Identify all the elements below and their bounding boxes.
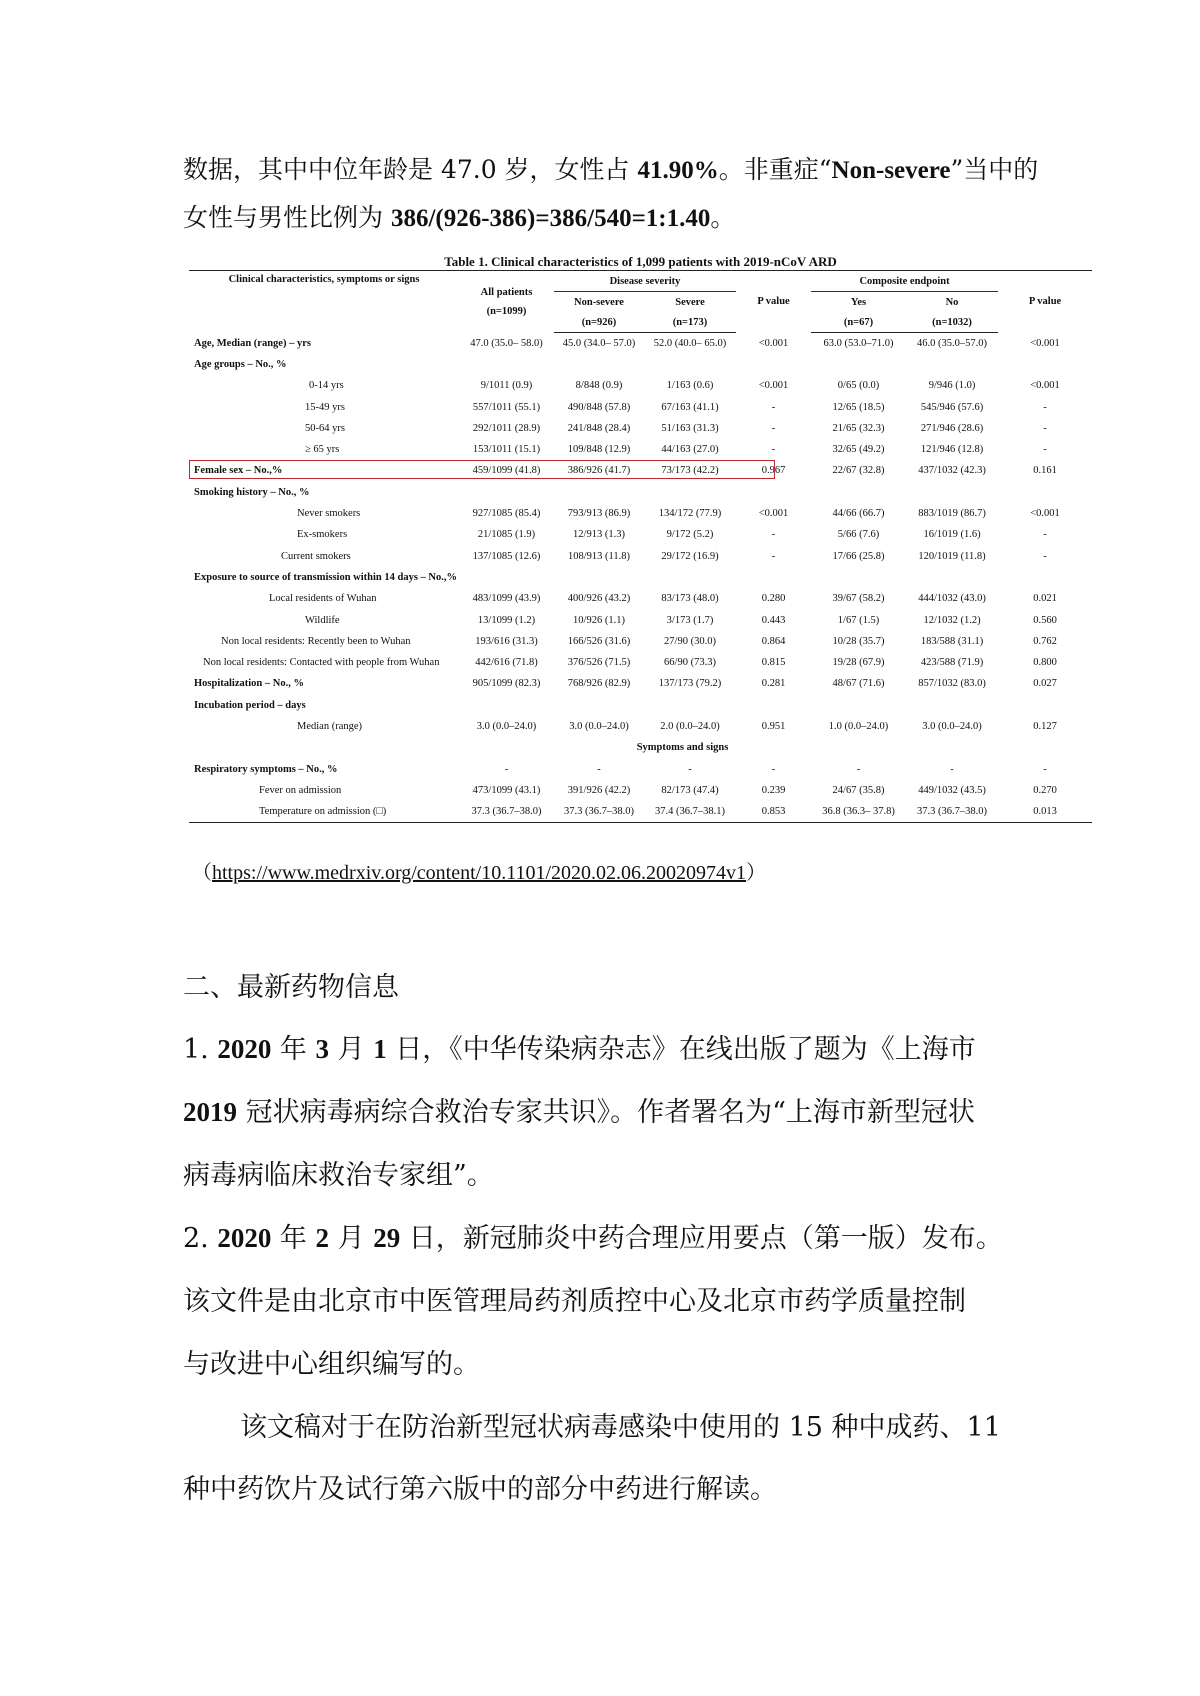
table-row <box>189 567 1092 588</box>
table-cell <box>811 482 906 503</box>
table-cell: 16/1019 (1.6) <box>923 529 981 541</box>
table-cell: 0.560 <box>1033 614 1057 626</box>
table-cell: 927/1085 (85.4) <box>472 508 541 520</box>
table-cell: - <box>856 763 861 775</box>
header-disease-severity: Disease severity <box>554 271 736 292</box>
row-label: 15-49 yrs <box>305 401 345 413</box>
table-cell: 490/848 (57.8) <box>567 401 631 413</box>
table-row <box>189 418 1092 439</box>
table-cell: - <box>1043 401 1047 413</box>
row-label: Local residents of Wuhan <box>269 593 377 605</box>
paragraph-3-line-2: 种中药饮片及试行第六版中的部分中药进行解读。 <box>183 1474 777 1505</box>
table-cell: 12/1032 (1.2) <box>923 614 981 626</box>
table-row <box>189 780 1092 801</box>
item-1-line-2: 2019 冠状病毒病综合救治专家共识》。作者署名为“上海市新型冠状 <box>183 1097 975 1128</box>
table-cell: 24/67 (35.8) <box>832 784 885 796</box>
table-cell: - <box>688 763 692 775</box>
header-composite: Composite endpoint <box>811 271 998 292</box>
table-row <box>189 609 1092 630</box>
table-cell: 0.027 <box>1033 678 1057 690</box>
table-cell: 449/1032 (43.5) <box>918 784 986 796</box>
table-cell: 13/1099 (1.2) <box>477 614 536 626</box>
header-yes-n: (n=67) <box>811 312 906 333</box>
table-cell: 0.021 <box>1033 593 1057 605</box>
table-cell <box>736 354 811 375</box>
header-severe: Severe <box>675 296 705 308</box>
intro-line-1: 数据，其中中位年龄是 47.0 岁，女性占 41.90%。非重症“Non-severe”当中的 <box>183 155 1039 184</box>
table-cell: 3/173 (1.7) <box>666 614 714 626</box>
table-cell: 473/1099 (43.1) <box>472 784 541 796</box>
table-cell <box>998 354 1092 375</box>
item-2-line-1: 2. 2020 年 2 月 29 日，新冠肺炎中药合理应用要点（第一版）发布。 <box>183 1223 1003 1254</box>
table-cell: 17/66 (25.8) <box>832 550 885 562</box>
table-cell: - <box>771 529 776 541</box>
table-cell: 857/1032 (83.0) <box>918 678 986 690</box>
table-cell: 0.161 <box>1033 465 1057 477</box>
header-no-n: (n=1032) <box>906 312 998 333</box>
table-cell: 0.853 <box>736 801 811 822</box>
table-cell: <0.001 <box>1030 508 1060 520</box>
table-cell: - <box>771 422 776 434</box>
table-cell: 483/1099 (43.9) <box>472 593 541 605</box>
row-label: Median (range) <box>297 720 363 732</box>
section-heading: 二、最新药物信息 <box>183 972 399 1003</box>
item-2-line-2: 该文件是由北京市中医管理局药剂质控中心及北京市药学质量控制 <box>183 1286 966 1317</box>
table-cell: <0.001 <box>1030 380 1060 392</box>
table-cell <box>644 567 736 588</box>
table-row <box>189 716 1092 737</box>
table-cell: 45.0 (34.0– 57.0) <box>562 337 636 349</box>
row-label: Incubation period – days <box>194 699 306 711</box>
table-cell: 400/926 (43.2) <box>567 593 631 605</box>
female-sex-highlight-box <box>189 460 775 479</box>
table-cell <box>906 482 998 503</box>
row-label: 50-64 yrs <box>305 422 345 434</box>
table-cell <box>644 482 736 503</box>
paragraph-3-line-1: 该文稿对于在防治新型冠状病毒感染中使用的 15 种中成药、11 <box>240 1412 1001 1443</box>
table-cell <box>736 695 811 716</box>
source-link[interactable]: https://www.medrxiv.org/content/10.1101/2020.02.06.20020974v1 <box>212 862 747 884</box>
table-cell: 121/946 (12.8) <box>920 444 984 456</box>
header-pvalue-1: P value <box>757 296 790 308</box>
table-cell: 12/65 (18.5) <box>832 401 885 413</box>
row-label: 0-14 yrs <box>309 380 344 392</box>
row-label: Never smokers <box>297 508 361 520</box>
table-cell: 0/65 (0.0) <box>837 380 880 392</box>
table-cell: 46.0 (35.0–57.0) <box>917 337 988 349</box>
clinical-table <box>189 254 1092 823</box>
table-row <box>189 545 1092 566</box>
item-1-line-1: 1. 2020 年 3 月 1 日，《中华传染病杂志》在线出版了题为《上海市 <box>183 1034 976 1065</box>
table-cell: 52.0 (40.0– 65.0) <box>653 337 727 349</box>
table-cell: 137/173 (79.2) <box>658 678 722 690</box>
table-cell: 120/1019 (11.8) <box>918 550 986 562</box>
table-cell: 376/526 (71.5) <box>567 657 631 669</box>
table-cell: 1/163 (0.6) <box>666 380 714 392</box>
row-label: Female sex – No.,% <box>194 465 283 477</box>
table-row <box>189 396 1092 417</box>
table-cell: 0.815 <box>761 657 786 669</box>
table-cell <box>906 695 998 716</box>
table-cell <box>811 354 906 375</box>
table-cell: 166/526 (31.6) <box>567 635 631 647</box>
table-cell: 37.4 (36.7–38.1) <box>644 801 736 822</box>
table-row <box>189 695 1092 716</box>
table-cell <box>554 354 644 375</box>
item-1-line-3: 病毒病临床救治专家组”。 <box>183 1160 494 1191</box>
header-pvalue-2: P value <box>1028 296 1062 308</box>
table-row <box>189 737 1092 758</box>
row-label: Temperature on admission (□) <box>189 801 459 822</box>
table-cell: 82/173 (47.4) <box>661 784 719 796</box>
table-cell: 12/913 (1.3) <box>573 529 625 541</box>
table-cell: 0.239 <box>761 784 786 796</box>
table-cell: 905/1099 (82.3) <box>472 678 541 690</box>
table-cell: 8/848 (0.9) <box>575 380 623 392</box>
table-cell: 47.0 (35.0– 58.0) <box>470 337 543 349</box>
table-cell: 19/28 (67.9) <box>832 657 885 669</box>
table-cell: 134/172 (77.9) <box>658 508 722 520</box>
table-cell: 83/173 (48.0) <box>661 593 719 605</box>
table-cell: - <box>771 444 776 456</box>
table-row <box>189 333 1092 354</box>
table-cell: 271/946 (28.6) <box>920 422 984 434</box>
table-cell: 437/1032 (42.3) <box>918 465 986 477</box>
item-2-line-3: 与改进中心组织编写的。 <box>183 1349 480 1380</box>
row-label: Wildlife <box>305 614 340 626</box>
table-row <box>189 354 1092 375</box>
table-cell: 48/67 (71.6) <box>832 678 885 690</box>
table-cell: 545/946 (57.6) <box>920 401 984 413</box>
table-cell: 793/913 (86.9) <box>567 508 631 520</box>
table-cell: 0.270 <box>1033 784 1057 796</box>
row-label: Current smokers <box>281 550 351 562</box>
table-cell: 0.800 <box>1033 657 1057 669</box>
table-cell: 0.013 <box>998 801 1092 822</box>
table-cell: - <box>1043 550 1047 562</box>
table-cell <box>906 354 998 375</box>
source-citation: （https://www.medrxiv.org/content/10.1101/2020.02.06.20020974v1） <box>192 862 767 884</box>
table-cell: - <box>950 763 954 775</box>
intro-line-2: 女性与男性比例为 386/(926-386)=386/540=1:1.40。 <box>183 203 736 232</box>
table-row <box>189 524 1092 545</box>
table-cell: 0.864 <box>761 635 786 647</box>
table-title: Table 1. Clinical characteristics of 1,099 patients with 2019-nCoV ARD <box>189 254 1092 271</box>
table-cell: 10/28 (35.7) <box>832 635 885 647</box>
table-cell <box>189 737 459 758</box>
table-cell: 0.127 <box>1033 720 1057 732</box>
table-cell <box>459 695 554 716</box>
table-cell: 0.281 <box>761 678 786 690</box>
table-cell: 883/1019 (86.7) <box>918 508 986 520</box>
table-cell: 5/66 (7.6) <box>837 529 880 541</box>
table-cell: 386/926 (41.7) <box>567 465 631 477</box>
table-cell <box>998 695 1092 716</box>
table-cell: 9/172 (5.2) <box>666 529 714 541</box>
table-row <box>189 503 1092 524</box>
table-cell: 137/1085 (12.6) <box>472 550 541 562</box>
table-cell: <0.001 <box>758 380 789 392</box>
table-cell: 3.0 (0.0–24.0) <box>476 720 537 732</box>
table-cell: 3.0 (0.0–24.0) <box>922 720 982 732</box>
table-row <box>189 588 1092 609</box>
table-cell: - <box>771 763 776 775</box>
table-cell: 37.3 (36.7–38.0) <box>459 801 554 822</box>
table-cell: 37.3 (36.7–38.0) <box>554 801 644 822</box>
table-cell <box>644 354 736 375</box>
header-no: No <box>945 296 959 308</box>
table-row <box>189 673 1092 694</box>
table-row <box>189 758 1092 779</box>
table-cell: 37.3 (36.7–38.0) <box>906 801 998 822</box>
table-cell <box>459 567 554 588</box>
table-cell: 51/163 (31.3) <box>661 422 719 434</box>
table-cell: - <box>504 763 509 775</box>
table-cell: 22/67 (32.8) <box>832 465 885 477</box>
table-cell: 153/1011 (15.1) <box>472 444 541 456</box>
table-cell: 459/1099 (41.8) <box>472 465 541 477</box>
row-label: Exposure to source of transmission within 14 days – No.,% <box>194 571 458 583</box>
table-cell <box>998 482 1092 503</box>
table-row <box>189 482 1092 503</box>
header-nonsevere: Non-severe <box>574 296 624 308</box>
table-row <box>189 439 1092 460</box>
table-cell: 241/848 (28.4) <box>567 422 631 434</box>
header-label: Clinical characteristics, symptoms or signs <box>228 274 420 285</box>
row-label: ≥ 65 yrs <box>305 444 340 456</box>
row-label: Age, Median (range) – yrs <box>194 337 311 349</box>
table-cell <box>736 482 811 503</box>
header-severe-n: (n=173) <box>644 312 736 333</box>
table-cell <box>906 737 1092 758</box>
table-cell <box>554 567 644 588</box>
table-cell: 3.0 (0.0–24.0) <box>569 720 629 732</box>
table-row <box>189 652 1092 673</box>
table-cell: 109/848 (12.9) <box>567 444 631 456</box>
table-row <box>189 375 1092 396</box>
table-cell: - <box>771 401 776 413</box>
header-all: All patients (n=1099) <box>480 286 533 317</box>
table-row <box>189 631 1092 652</box>
row-label: Hospitalization – No., % <box>194 678 304 690</box>
table-cell: 557/1011 (55.1) <box>472 401 541 413</box>
table-cell <box>554 482 644 503</box>
row-label: Ex-smokers <box>297 529 348 541</box>
header-yes: Yes <box>850 296 867 308</box>
table-cell: 32/65 (49.2) <box>832 444 885 456</box>
table-cell: 0.280 <box>761 593 786 605</box>
table-cell: 0.951 <box>761 720 786 732</box>
table-cell: 27/90 (30.0) <box>664 635 716 647</box>
table-cell <box>459 482 554 503</box>
row-label: Smoking history – No., % <box>194 486 310 498</box>
table-cell: <0.001 <box>758 508 789 520</box>
data-table <box>189 271 1092 823</box>
table-cell: 63.0 (53.0–71.0) <box>823 337 894 349</box>
table-cell: 108/913 (11.8) <box>567 550 631 562</box>
table-cell: 0.967 <box>761 465 786 477</box>
table-cell: - <box>1043 763 1047 775</box>
table-cell: 2.0 (0.0–24.0) <box>660 720 720 732</box>
table-cell: 39/67 (58.2) <box>832 593 885 605</box>
table-cell: 44/163 (27.0) <box>661 444 719 456</box>
table-cell: - <box>1043 444 1047 456</box>
table-cell: 391/926 (42.2) <box>567 784 631 796</box>
table-cell: 67/163 (41.1) <box>661 401 719 413</box>
table-cell: 0.762 <box>1033 635 1057 647</box>
table-cell: 423/588 (71.9) <box>920 657 984 669</box>
row-label: Non local residents: Recently been to Wuhan <box>221 635 411 647</box>
table-cell <box>906 567 998 588</box>
table-cell <box>811 567 906 588</box>
row-label: Respiratory symptoms – No., % <box>194 763 338 775</box>
table-cell: 36.8 (36.3– 37.8) <box>811 801 906 822</box>
table-cell <box>811 695 906 716</box>
table-cell: 0.443 <box>761 614 786 626</box>
table-cell: 66/90 (73.3) <box>664 657 716 669</box>
table-cell: 444/1032 (43.0) <box>918 593 986 605</box>
table-cell: 9/946 (1.0) <box>928 380 976 392</box>
table-cell: 442/616 (71.8) <box>475 657 538 669</box>
table-cell <box>459 354 554 375</box>
table-cell: 1/67 (1.5) <box>837 614 880 626</box>
table-cell <box>736 567 811 588</box>
table-cell: - <box>1043 529 1047 541</box>
table-cell: 292/1011 (28.9) <box>472 422 541 434</box>
table-cell: 21/1085 (1.9) <box>477 529 536 541</box>
table-cell: 193/616 (31.3) <box>475 635 538 647</box>
table-cell: 44/66 (66.7) <box>832 508 885 520</box>
table-cell <box>998 567 1092 588</box>
table-cell <box>554 695 644 716</box>
table-cell: 10/926 (1.1) <box>573 614 625 626</box>
table-cell: - <box>597 763 601 775</box>
row-label: Fever on admission <box>259 784 342 796</box>
row-label: Non local residents: Contacted with people from Wuhan <box>203 657 440 669</box>
table-cell: <0.001 <box>1030 337 1060 349</box>
table-cell <box>644 695 736 716</box>
row-label: Age groups – No., % <box>194 358 287 370</box>
table-cell: 21/65 (32.3) <box>832 422 885 434</box>
table-body <box>189 333 1092 823</box>
table-row <box>189 801 1092 822</box>
table-cell: 9/1011 (0.9) <box>480 380 533 392</box>
header-nonsevere-n: (n=926) <box>554 312 644 333</box>
table-cell: - <box>771 550 776 562</box>
table-cell: - <box>1043 422 1047 434</box>
table-cell: 73/173 (42.2) <box>661 465 719 477</box>
table-cell: 183/588 (31.1) <box>920 635 984 647</box>
table-cell: 768/926 (82.9) <box>567 678 631 690</box>
table-cell: 1.0 (0.0–24.0) <box>828 720 889 732</box>
table-cell: <0.001 <box>758 337 789 349</box>
section-label: Symptoms and signs <box>636 742 729 754</box>
table-cell: 29/172 (16.9) <box>661 550 719 562</box>
